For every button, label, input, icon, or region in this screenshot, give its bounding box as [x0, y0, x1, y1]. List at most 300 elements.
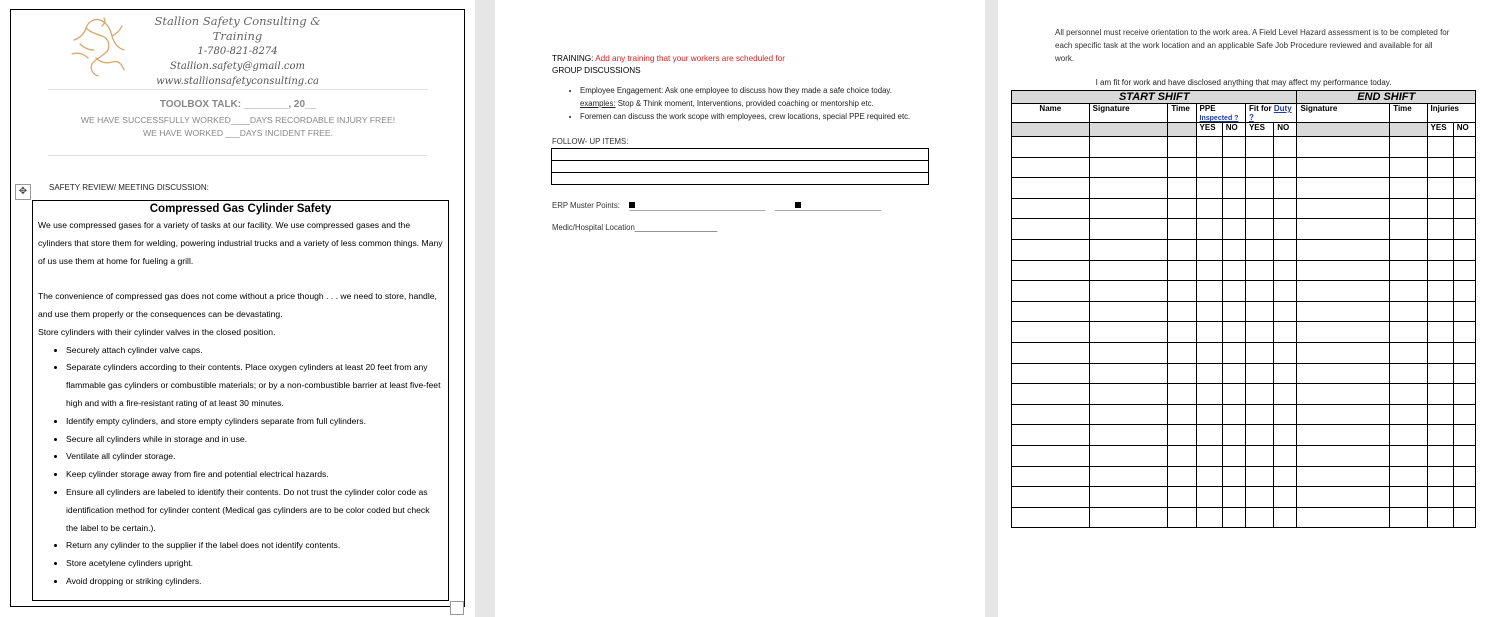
list-item: • Foremen can discuss the work scope with employees, crew locations, special PPE required etc.	[580, 110, 980, 123]
col-name: Name	[1012, 104, 1090, 123]
table-cell[interactable]	[1012, 507, 1090, 528]
table-cell[interactable]	[1222, 198, 1245, 219]
table-cell[interactable]	[1390, 219, 1427, 240]
list-item: • Securely attach cylinder valve caps.	[66, 342, 443, 360]
table-cell[interactable]	[1089, 322, 1168, 343]
table-cell[interactable]	[1245, 157, 1273, 178]
table-cell[interactable]	[1168, 137, 1196, 158]
table-cell[interactable]	[1245, 137, 1273, 158]
table-cell[interactable]	[1222, 322, 1245, 343]
table-cell[interactable]	[1390, 301, 1427, 322]
table-cell[interactable]	[1453, 487, 1475, 508]
table-cell[interactable]	[1390, 445, 1427, 466]
table-cell[interactable]	[1274, 425, 1297, 446]
table-cell[interactable]	[1168, 198, 1196, 219]
table-cell[interactable]	[1453, 178, 1475, 199]
table-cell[interactable]	[1427, 137, 1453, 158]
table-cell[interactable]	[552, 173, 929, 185]
table-cell[interactable]	[1012, 445, 1090, 466]
toolbox-title: TOOLBOX TALK: ________, 20__	[159, 99, 317, 110]
table-cell[interactable]	[1089, 384, 1168, 405]
table-cell[interactable]	[1245, 384, 1273, 405]
table-cell[interactable]	[1427, 260, 1453, 281]
table-move-handle-icon[interactable]: ✥	[15, 184, 31, 200]
table-cell[interactable]	[1012, 178, 1090, 199]
table-cell	[1297, 123, 1390, 137]
table-cell[interactable]	[1222, 507, 1245, 528]
table-cell[interactable]	[1196, 445, 1222, 466]
table-cell[interactable]	[1274, 322, 1297, 343]
col-injuries: Injuries	[1427, 104, 1475, 123]
table-cell[interactable]	[1390, 239, 1427, 260]
list-item: • Separate cylinders according to their contents. Place oxygen cylinders at least 20 feet from any flammable gas cylinders or combustible materials; or by a non-combustible barrier at least five-feet high and with a fire-resistant rating of at least 30 minutes.	[66, 359, 443, 412]
table-cell[interactable]	[1390, 404, 1427, 425]
table-cell[interactable]	[1427, 507, 1453, 528]
table-cell[interactable]	[1245, 445, 1273, 466]
table-cell[interactable]	[1297, 157, 1390, 178]
table-row	[1012, 322, 1476, 343]
list-item: • Return any cylinder to the supplier if the label does not identify contents.	[66, 537, 443, 555]
table-cell[interactable]	[1297, 445, 1390, 466]
table-cell[interactable]	[1453, 137, 1475, 158]
table-cell[interactable]	[1245, 425, 1273, 446]
table-cell[interactable]	[1012, 260, 1090, 281]
table-cell[interactable]	[1245, 466, 1273, 487]
table-cell[interactable]	[1012, 384, 1090, 405]
table-cell[interactable]	[1274, 301, 1297, 322]
table-cell[interactable]	[1390, 198, 1427, 219]
table-cell[interactable]	[1427, 342, 1453, 363]
col-time: Time	[1168, 104, 1196, 123]
table-cell[interactable]	[1089, 466, 1168, 487]
table-cell[interactable]	[1427, 281, 1453, 302]
table-cell[interactable]	[1390, 425, 1427, 446]
blank-line	[775, 210, 881, 211]
list-item: • Avoid dropping or striking cylinders.	[66, 573, 443, 591]
table-cell[interactable]	[1168, 342, 1196, 363]
table-cell[interactable]	[1297, 260, 1390, 281]
table-cell[interactable]	[1274, 178, 1297, 199]
table-cell[interactable]	[1453, 404, 1475, 425]
table-cell[interactable]	[1196, 137, 1222, 158]
table-cell[interactable]	[1245, 404, 1273, 425]
no-label: NO	[1274, 123, 1297, 137]
list-item	[580, 84, 980, 110]
table-cell[interactable]	[1297, 425, 1390, 446]
table-row	[1012, 507, 1476, 528]
table-cell[interactable]	[1297, 487, 1390, 508]
table-cell[interactable]	[1089, 178, 1168, 199]
no-label: NO	[1453, 123, 1475, 137]
table-cell[interactable]	[1089, 363, 1168, 384]
table-cell[interactable]	[1297, 404, 1390, 425]
table-row	[1012, 342, 1476, 363]
table-cell[interactable]	[1196, 301, 1222, 322]
table-cell	[1089, 123, 1168, 137]
table-cell[interactable]	[1168, 281, 1196, 302]
table-cell[interactable]	[1297, 507, 1390, 528]
table-cell[interactable]	[1297, 137, 1390, 158]
table-row	[1012, 425, 1476, 446]
table-cell[interactable]	[1012, 157, 1090, 178]
table-cell[interactable]	[1245, 281, 1273, 302]
table-cell[interactable]	[1012, 342, 1090, 363]
table-cell[interactable]	[1196, 342, 1222, 363]
table-cell[interactable]	[1168, 363, 1196, 384]
table-cell[interactable]	[1196, 281, 1222, 302]
table-cell[interactable]	[1196, 507, 1222, 528]
table-cell[interactable]	[1297, 281, 1390, 302]
table-cell[interactable]	[1089, 487, 1168, 508]
ppe-label: PPE	[1199, 104, 1216, 113]
training-label: TRAINING:	[552, 54, 596, 63]
table-cell[interactable]	[1222, 363, 1245, 384]
table-cell[interactable]	[1168, 384, 1196, 405]
table-cell[interactable]	[1245, 507, 1273, 528]
table-cell[interactable]	[1222, 260, 1245, 281]
table-row	[1012, 363, 1476, 384]
group-discussions-label: GROUP DISCUSSIONS	[552, 66, 641, 75]
article-paragraph: Store cylinders with their cylinder valves in the closed position.	[38, 326, 276, 337]
table-cell[interactable]	[1245, 178, 1273, 199]
table-cell[interactable]	[1274, 198, 1297, 219]
table-cell[interactable]	[1453, 239, 1475, 260]
table-cell[interactable]	[1390, 281, 1427, 302]
table-cell[interactable]	[1390, 384, 1427, 405]
table-cell[interactable]	[1196, 363, 1222, 384]
table-cell	[1390, 123, 1427, 137]
table-cell[interactable]	[1168, 322, 1196, 343]
table-cell[interactable]	[1012, 198, 1090, 219]
table-cell[interactable]	[1274, 507, 1297, 528]
orientation-text: All personnel must receive orientation to the work area. A Field Level Hazard assessment is to be completed for each specific task at the work location and an applicable Safe Job Procedure reviewed and available for all work.	[1055, 28, 1450, 63]
table-cell[interactable]	[1427, 178, 1453, 199]
safety-review-label: SAFETY REVIEW/ MEETING DISCUSSION:	[49, 183, 209, 192]
list-item: • Ventilate all cylinder storage.	[66, 448, 443, 466]
table-cell[interactable]	[1222, 342, 1245, 363]
table-cell[interactable]	[1012, 363, 1090, 384]
table-cell[interactable]	[1168, 507, 1196, 528]
table-cell[interactable]	[1168, 157, 1196, 178]
table-row	[1012, 178, 1476, 199]
table-cell[interactable]	[1427, 404, 1453, 425]
end-shift-header: END SHIFT	[1297, 91, 1476, 104]
start-shift-header: START SHIFT	[1012, 91, 1297, 104]
table-cell[interactable]	[1012, 425, 1090, 446]
table-cell[interactable]	[1297, 342, 1390, 363]
table-cell[interactable]	[1274, 445, 1297, 466]
table-cell[interactable]	[1390, 137, 1427, 158]
table-cell[interactable]	[1012, 487, 1090, 508]
table-cell[interactable]	[1168, 260, 1196, 281]
table-cell[interactable]	[552, 161, 929, 173]
table-cell[interactable]	[1222, 425, 1245, 446]
table-row	[1012, 104, 1476, 123]
table-cell[interactable]	[1222, 239, 1245, 260]
table-cell[interactable]	[1196, 260, 1222, 281]
table-cell[interactable]	[1245, 363, 1273, 384]
table-cell[interactable]	[1390, 322, 1427, 343]
table-cell[interactable]	[1089, 260, 1168, 281]
table-cell[interactable]	[1297, 239, 1390, 260]
table-cell[interactable]	[1168, 466, 1196, 487]
table-cell[interactable]	[1196, 384, 1222, 405]
follow-up-label: FOLLOW- UP ITEMS:	[552, 137, 629, 146]
table-cell[interactable]	[1168, 425, 1196, 446]
fit-label: Fit for	[1248, 104, 1272, 113]
table-row	[1012, 157, 1476, 178]
table-cell[interactable]	[1089, 425, 1168, 446]
company-header	[135, 14, 340, 89]
table-cell[interactable]	[1297, 198, 1390, 219]
table-cell[interactable]	[1453, 157, 1475, 178]
table-cell[interactable]	[1222, 219, 1245, 240]
list-item: • Secure all cylinders while in storage and in use.	[66, 431, 443, 449]
table-cell[interactable]	[1297, 384, 1390, 405]
article-title: Compressed Gas Cylinder Safety	[149, 203, 332, 215]
table-cell[interactable]	[1245, 219, 1273, 240]
table-row	[552, 161, 929, 173]
table-cell[interactable]	[1222, 301, 1245, 322]
table-cell[interactable]	[1012, 219, 1090, 240]
table-cell	[1012, 123, 1090, 137]
table-cell[interactable]	[1427, 198, 1453, 219]
table-cell[interactable]	[1222, 157, 1245, 178]
table-cell[interactable]	[1274, 239, 1297, 260]
training-line	[552, 54, 785, 63]
table-resize-handle[interactable]	[450, 601, 464, 615]
table-cell[interactable]	[1222, 137, 1245, 158]
table-cell[interactable]	[1453, 363, 1475, 384]
table-cell[interactable]	[1089, 445, 1168, 466]
table-cell[interactable]	[1245, 198, 1273, 219]
table-cell[interactable]	[1196, 157, 1222, 178]
article-paragraph: The convenience of compressed gas does not come without a price though . . . we need to store, handle, and use them properly or the consequences can be devastating.	[38, 291, 437, 319]
checkbox-square-icon[interactable]	[795, 202, 801, 208]
table-cell[interactable]	[1168, 219, 1196, 240]
col-signature: Signature	[1089, 104, 1168, 123]
table-cell[interactable]	[1012, 239, 1090, 260]
table-cell[interactable]	[1274, 404, 1297, 425]
table-row	[1012, 445, 1476, 466]
injury-free-line: WE HAVE SUCCESSFULLY WORKED____DAYS RECORDABLE INJURY FREE!	[80, 115, 396, 125]
table-cell[interactable]	[1089, 404, 1168, 425]
sign-in-sheet	[1011, 90, 1476, 528]
table-cell[interactable]	[1245, 342, 1273, 363]
table-row	[1012, 487, 1476, 508]
table-cell[interactable]	[1427, 219, 1453, 240]
col-ppe	[1196, 104, 1245, 123]
table-row	[1012, 123, 1476, 137]
table-cell[interactable]	[1390, 363, 1427, 384]
table-cell[interactable]	[1390, 260, 1427, 281]
table-cell[interactable]	[1427, 445, 1453, 466]
table-cell[interactable]	[1274, 157, 1297, 178]
table-cell[interactable]	[1196, 322, 1222, 343]
follow-up-table	[551, 148, 929, 185]
table-cell[interactable]	[1245, 260, 1273, 281]
table-cell[interactable]	[1168, 301, 1196, 322]
table-cell[interactable]	[1222, 178, 1245, 199]
table-cell[interactable]	[1453, 342, 1475, 363]
table-cell[interactable]	[1453, 281, 1475, 302]
table-row	[1012, 466, 1476, 487]
table-cell[interactable]	[1274, 363, 1297, 384]
table-cell[interactable]	[1089, 281, 1168, 302]
table-cell[interactable]	[1012, 137, 1090, 158]
table-cell[interactable]	[1089, 219, 1168, 240]
table-cell[interactable]	[1390, 507, 1427, 528]
table-cell[interactable]	[1012, 404, 1090, 425]
table-cell[interactable]	[1168, 487, 1196, 508]
table-cell[interactable]	[1196, 198, 1222, 219]
examples-label: examples:	[580, 99, 616, 108]
sheet-body	[1012, 137, 1476, 528]
table-cell[interactable]	[1453, 384, 1475, 405]
table-cell[interactable]	[1168, 239, 1196, 260]
company-email[interactable]: Stallion.safety@gmail.com	[170, 61, 305, 72]
table-cell[interactable]	[1222, 445, 1245, 466]
yes-label: YES	[1427, 123, 1453, 137]
table-cell[interactable]	[1012, 466, 1090, 487]
table-cell[interactable]	[1274, 137, 1297, 158]
table-cell[interactable]	[1196, 178, 1222, 199]
table-cell[interactable]	[1427, 322, 1453, 343]
table-row	[552, 149, 929, 161]
table-cell[interactable]	[1274, 487, 1297, 508]
table-cell[interactable]	[1390, 157, 1427, 178]
table-cell[interactable]	[1297, 363, 1390, 384]
table-cell[interactable]	[1196, 239, 1222, 260]
table-cell[interactable]	[1427, 363, 1453, 384]
erp-muster-label: ERP Muster Points:	[552, 201, 620, 210]
discussion-list	[552, 84, 980, 123]
table-cell[interactable]	[1089, 342, 1168, 363]
table-cell[interactable]	[1453, 425, 1475, 446]
table-cell[interactable]	[1297, 322, 1390, 343]
table-cell[interactable]	[1222, 466, 1245, 487]
blank-line	[629, 210, 765, 211]
table-row	[1012, 239, 1476, 260]
table-cell[interactable]	[1453, 198, 1475, 219]
table-cell[interactable]	[1274, 342, 1297, 363]
incident-free-line: WE HAVE WORKED ___DAYS INCIDENT FREE.	[142, 128, 334, 138]
page-3	[998, 0, 1486, 617]
table-cell[interactable]	[1012, 301, 1090, 322]
company-website[interactable]: www.stallionsafetyconsulting.ca	[156, 76, 319, 87]
table-cell[interactable]	[1274, 466, 1297, 487]
divider	[48, 155, 428, 156]
table-cell[interactable]	[1168, 445, 1196, 466]
list-item: • Store acetylene cylinders upright.	[66, 555, 443, 573]
table-cell[interactable]	[552, 149, 929, 161]
table-cell[interactable]	[1089, 137, 1168, 158]
checkbox-square-icon[interactable]	[629, 202, 635, 208]
table-cell[interactable]	[1453, 260, 1475, 281]
table-cell[interactable]	[1222, 487, 1245, 508]
table-cell[interactable]	[1012, 281, 1090, 302]
table-row	[1012, 301, 1476, 322]
col-fit	[1245, 104, 1296, 123]
table-cell[interactable]	[1297, 466, 1390, 487]
table-cell[interactable]	[1222, 404, 1245, 425]
table-cell[interactable]	[1297, 301, 1390, 322]
table-cell[interactable]	[1222, 384, 1245, 405]
table-cell[interactable]	[1453, 301, 1475, 322]
table-cell[interactable]	[1274, 219, 1297, 240]
table-cell[interactable]	[1089, 507, 1168, 528]
table-cell[interactable]	[1453, 322, 1475, 343]
table-cell[interactable]	[1427, 425, 1453, 446]
table-cell[interactable]	[1453, 466, 1475, 487]
table-cell[interactable]	[1297, 219, 1390, 240]
ppe-inspected-label: Inspected ?	[1199, 115, 1239, 122]
table-cell[interactable]	[1089, 301, 1168, 322]
table-row	[1012, 91, 1476, 104]
list-item: • Keep cylinder storage away from fire and potential electrical hazards.	[66, 466, 443, 484]
table-cell[interactable]	[1196, 425, 1222, 446]
table-cell[interactable]	[1012, 322, 1090, 343]
table-cell[interactable]	[1390, 178, 1427, 199]
table-cell[interactable]	[1297, 178, 1390, 199]
table-cell[interactable]	[1427, 384, 1453, 405]
table-cell[interactable]	[1453, 445, 1475, 466]
table-cell[interactable]	[1196, 487, 1222, 508]
table-cell[interactable]	[1168, 178, 1196, 199]
table-cell[interactable]	[1453, 219, 1475, 240]
fit-duty-label: Duty ?	[1248, 104, 1292, 122]
table-cell[interactable]	[1427, 466, 1453, 487]
table-cell[interactable]	[1390, 466, 1427, 487]
table-cell[interactable]	[1089, 157, 1168, 178]
table-cell[interactable]	[1427, 301, 1453, 322]
table-cell[interactable]	[1168, 404, 1196, 425]
table-cell[interactable]	[1196, 219, 1222, 240]
table-cell[interactable]	[1390, 342, 1427, 363]
table-cell[interactable]	[1453, 507, 1475, 528]
examples-text: Stop & Think moment, Interventions, provided coaching or mentorship etc.	[615, 99, 874, 108]
safety-bullet-list	[38, 342, 443, 591]
table-cell[interactable]	[1427, 157, 1453, 178]
col-signature-end: Signature	[1297, 104, 1390, 123]
table-cell[interactable]	[1222, 281, 1245, 302]
table-cell[interactable]	[1245, 487, 1273, 508]
table-row	[1012, 198, 1476, 219]
table-cell[interactable]	[1245, 322, 1273, 343]
training-note: Add any training that your workers are scheduled for	[595, 54, 785, 63]
table-cell[interactable]	[1427, 487, 1453, 508]
table-cell[interactable]	[1089, 198, 1168, 219]
spacer	[38, 270, 443, 288]
table-cell[interactable]	[1427, 239, 1453, 260]
table-cell[interactable]	[1274, 281, 1297, 302]
table-cell[interactable]	[1245, 301, 1273, 322]
table-cell[interactable]	[1196, 466, 1222, 487]
table-row	[1012, 219, 1476, 240]
table-cell[interactable]	[1245, 239, 1273, 260]
yes-label: YES	[1245, 123, 1273, 137]
table-cell[interactable]	[1390, 487, 1427, 508]
col-time-end: Time	[1390, 104, 1427, 123]
no-label: NO	[1222, 123, 1245, 137]
table-cell	[1168, 123, 1196, 137]
table-cell[interactable]	[1089, 239, 1168, 260]
table-cell[interactable]	[1274, 384, 1297, 405]
table-cell[interactable]	[1196, 404, 1222, 425]
table-cell[interactable]	[1274, 260, 1297, 281]
table-row	[1012, 260, 1476, 281]
table-row	[1012, 137, 1476, 158]
